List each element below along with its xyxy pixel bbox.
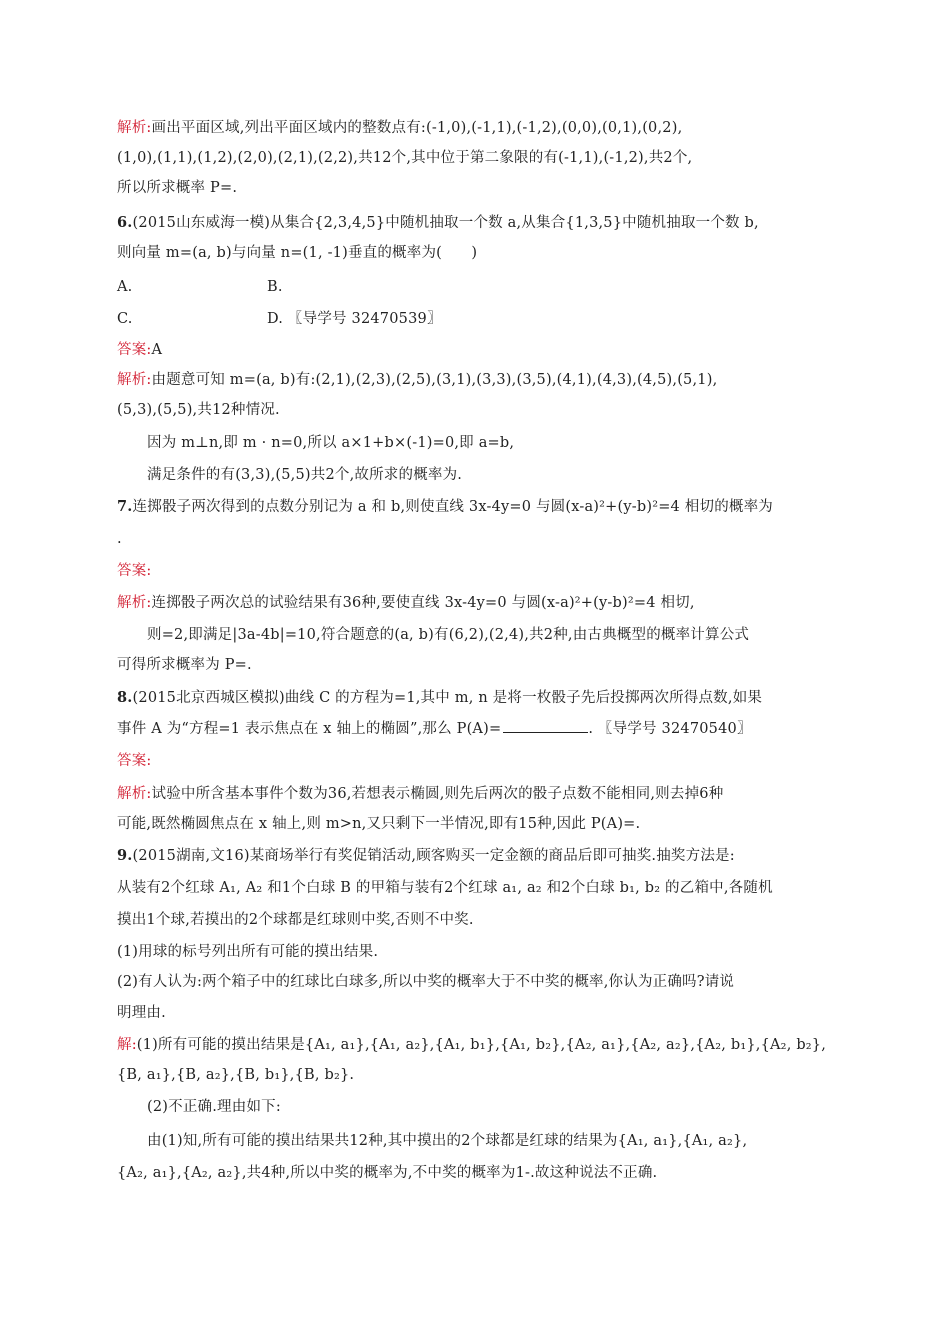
option-d: D. 〖导学号 32470539〗 (267, 311, 442, 327)
answer-8 (117, 751, 152, 771)
solution-6-line-4: 满足条件的有(3,3),(5,5)共2个,故所求的概率为. (147, 467, 463, 483)
analysis-label: 解析: (117, 120, 152, 136)
option-row-cd (117, 309, 442, 329)
solution-9-line-2: {B, a₁},{B, a₂},{B, b₁},{B, b₂}. (117, 1067, 355, 1083)
question-7-line-2: . (117, 531, 122, 547)
solution-5-line-3: 所以所求概率 P=. (117, 180, 238, 196)
answer-label: 答案: (117, 342, 152, 358)
question-8-line-2: 事件 A 为“方程=1 表示焦点在 x 轴上的椭圆”,那么 P(A)= . 〖导学号 32470540〗 (117, 718, 752, 739)
option-row-ab (117, 277, 283, 297)
solution-6-line-1: 解析:由题意可知 m=(a, b)有:(2,1),(2,3),(2,5),(3,1),(3,3),(3,5),(4,1),(4,3),(4,5),(5,1), (117, 372, 718, 388)
question-number: 8. (117, 689, 133, 706)
question-6-line-2: 则向量 m=(a, b)与向量 n=(1, -1)垂直的概率为( ) (117, 245, 478, 261)
solution-label: 解: (117, 1037, 137, 1053)
answer-6: 答案:A (117, 342, 163, 358)
solution-7-line-3: 可得所求概率为 P=. (117, 657, 252, 673)
solution-9-line-5: {A₂, a₁},{A₂, a₂},共4种,所以中奖的概率为,不中奖的概率为1-.故这种说法不正确. (117, 1165, 658, 1181)
answer-label: 答案: (117, 753, 152, 769)
analysis-label: 解析: (117, 372, 152, 388)
option-c: C. (117, 311, 133, 327)
solution-7-line-2: 则=2,即满足|3a-4b|=10,符合题意的(a, b)有(6,2),(2,4),共2种,由古典概型的概率计算公式 (147, 627, 750, 643)
solution-9-line-1: 解:(1)所有可能的摸出结果是{A₁, a₁},{A₁, a₂},{A₁, b₁},{A₁, b₂},{A₂, a₁},{A₂, a₂},{A₂, b₁},{A₂, b₂}, (117, 1037, 827, 1053)
option-b: B. (267, 279, 283, 295)
question-number: 7. (117, 498, 133, 515)
solution-6-line-3: 因为 m⊥n,即 m · n=0,所以 a×1+b×(-1)=0,即 a=b, (147, 435, 515, 451)
question-9-part-2-line-1: (2)有人认为:两个箱子中的红球比白球多,所以中奖的概率大于不中奖的概率,你认为正确吗?请说 (117, 974, 735, 990)
solution-6-line-2: (5,3),(5,5),共12种情况. (117, 402, 280, 418)
solution-5-line-1: 解析:画出平面区域,列出平面区域内的整数点有:(-1,0),(-1,1),(-1,2),(0,0),(0,1),(0,2), (117, 120, 683, 136)
solution-8-line-1: 解析:试验中所含基本事件个数为36,若想表示椭圆,则先后两次的骰子点数不能相同,则去掉6种 (117, 786, 724, 802)
question-6-line-1: 6.(2015山东威海一模)从集合{2,3,4,5}中随机抽取一个数 a,从集合{1,3,5}中随机抽取一个数 b, (117, 214, 759, 231)
question-number: 9. (117, 847, 133, 864)
answer-blank (503, 718, 588, 733)
option-a: A. (117, 279, 133, 295)
answer-7 (117, 561, 152, 581)
question-9-part-1: (1)用球的标号列出所有可能的摸出结果. (117, 944, 379, 960)
question-number: 6. (117, 214, 133, 231)
solution-9-line-3: (2)不正确.理由如下: (147, 1099, 281, 1115)
solution-7-line-1: 解析:连掷骰子两次总的试验结果有36种,要使直线 3x-4y=0 与圆(x-a)²+(y-b)²=4 相切, (117, 595, 695, 611)
question-9-line-2: 从装有2个红球 A₁, A₂ 和1个白球 B 的甲箱与装有2个红球 a₁, a₂ 和2个白球 b₁, b₂ 的乙箱中,各随机 (117, 880, 773, 896)
answer-label: 答案: (117, 563, 152, 579)
solution-5-line-2: (1,0),(1,1),(1,2),(2,0),(2,1),(2,2),共12个,其中位于第二象限的有(-1,1),(-1,2),共2个, (117, 150, 693, 166)
question-9-part-2-line-2: 明理由. (117, 1005, 166, 1021)
question-9-line-1: 9.(2015湖南,文16)某商场举行有奖促销活动,顾客购买一定金额的商品后即可抽奖.抽奖方法是: (117, 847, 735, 864)
analysis-label: 解析: (117, 786, 152, 802)
analysis-label: 解析: (117, 595, 152, 611)
solution-8-line-2: 可能,既然椭圆焦点在 x 轴上,则 m>n,又只剩下一半情况,即有15种,因此 P(A)=. (117, 816, 641, 832)
question-8-line-1: 8.(2015北京西城区模拟)曲线 C 的方程为=1,其中 m, n 是将一枚骰子先后投掷两次所得点数,如果 (117, 689, 763, 706)
question-9-line-3: 摸出1个球,若摸出的2个球都是红球则中奖,否则不中奖. (117, 912, 474, 928)
question-7-line-1: 7.连掷骰子两次得到的点数分别记为 a 和 b,则使直线 3x-4y=0 与圆(x-a)²+(y-b)²=4 相切的概率为 (117, 498, 773, 515)
solution-9-line-4: 由(1)知,所有可能的摸出结果共12种,其中摸出的2个球都是红球的结果为{A₁, a₁},{A₁, a₂}, (147, 1133, 748, 1149)
